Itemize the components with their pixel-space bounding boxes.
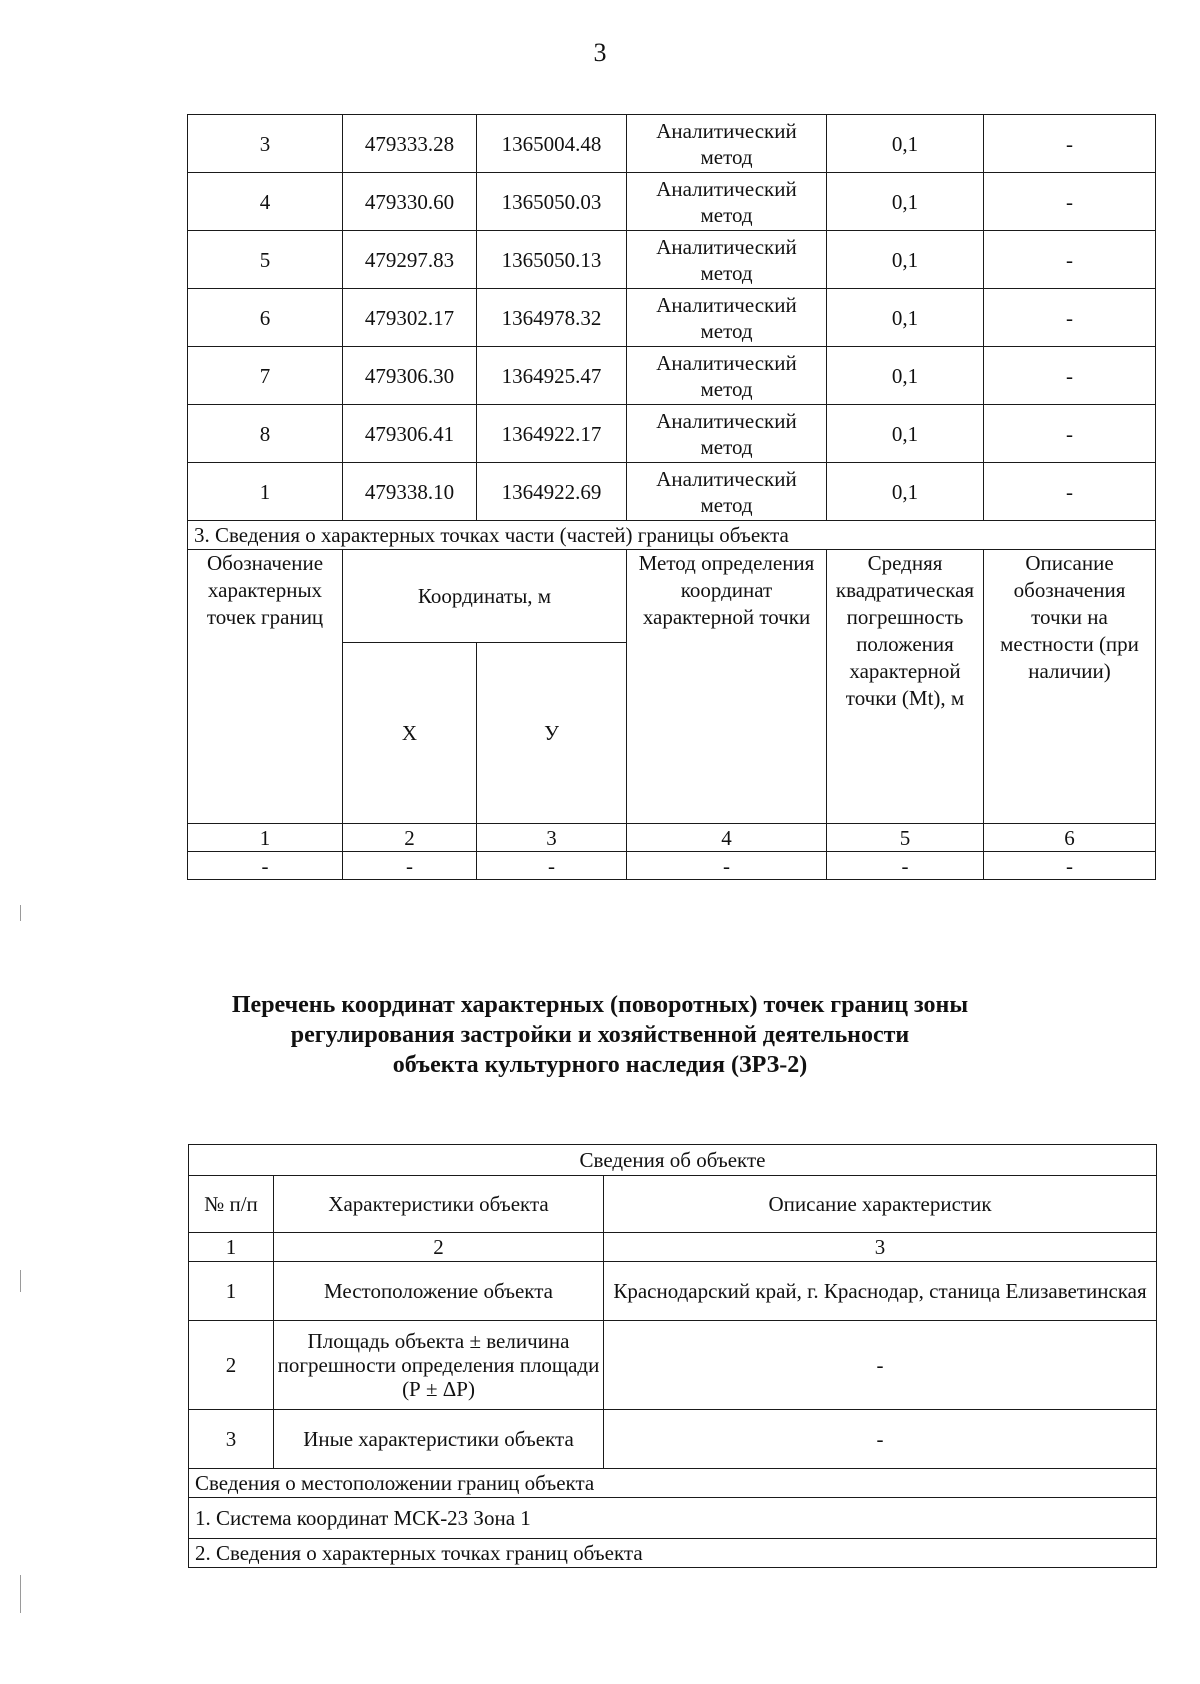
description-cell: - [984,115,1156,173]
column-number: 2 [343,824,477,852]
method-cell: Аналитический метод [627,347,827,405]
column-number: 3 [477,824,627,852]
accuracy-cell: 0,1 [827,347,984,405]
description-cell: - [984,173,1156,231]
coordinate-y: 1364978.32 [477,289,627,347]
header-method: Метод определения координат характерной точки [627,550,827,824]
heading-line: объекта культурного наследия (ЗРЗ-2) [392,1052,808,1078]
empty-cell: - [827,852,984,880]
table-row [188,463,1156,521]
method-cell: Аналитический метод [627,173,827,231]
description-cell: - [604,1321,1157,1410]
section-title-row [189,1498,1157,1539]
coordinate-y: 1364922.17 [477,405,627,463]
header-coordinates: Координаты, м [343,550,627,643]
accuracy-cell: 0,1 [827,231,984,289]
accuracy-cell: 0,1 [827,405,984,463]
coordinate-y: 1365050.03 [477,173,627,231]
section-title-row [188,521,1156,550]
description-cell: Краснодарский край, г. Краснодар, станица Елизаветинская [604,1262,1157,1321]
header-description: Описание обозначения точки на местности (при наличии) [984,550,1156,824]
point-number: 4 [188,173,343,231]
table-row [188,852,1156,880]
section-3-title: 3. Сведения о характерных точках части (частей) границы объекта [188,521,1156,550]
method-cell: Аналитический метод [627,115,827,173]
column-number: 1 [188,824,343,852]
point-number: 7 [188,347,343,405]
method-cell: Аналитический метод [627,463,827,521]
column-number: 3 [604,1233,1157,1262]
characteristic-cell: Площадь объекта ± величина погрешности определения площади (Р ± ΔР) [274,1321,604,1410]
coordinate-system: 1. Система координат МСК-23 Зона 1 [189,1498,1157,1539]
point-number: 3 [188,115,343,173]
coordinates-table [187,114,1156,880]
empty-cell: - [627,852,827,880]
characteristic-cell: Местоположение объекта [274,1262,604,1321]
table-row [189,1410,1157,1469]
heading-line: Перечень координат характерных (поворотных) точек границ зоны [231,992,969,1018]
header-point-designation: Обозначение характерных точек границ [188,550,343,824]
coordinate-x: 479330.60 [343,173,477,231]
column-number: 6 [984,824,1156,852]
method-cell: Аналитический метод [627,231,827,289]
table-row [188,173,1156,231]
column-number: 1 [189,1233,274,1262]
row-number: 3 [189,1410,274,1469]
point-number: 8 [188,405,343,463]
header-characteristic: Характеристики объекта [274,1176,604,1233]
coordinate-x: 479333.28 [343,115,477,173]
description-cell: - [984,231,1156,289]
coordinate-y: 1364922.69 [477,463,627,521]
empty-cell: - [343,852,477,880]
header-accuracy: Средняя квадратическая погрешность положения характерной точки (Mt), м [827,550,984,824]
row-number: 1 [189,1262,274,1321]
row-number: 2 [189,1321,274,1410]
table-title-row [189,1145,1157,1176]
table-row [189,1321,1157,1410]
table-row [188,289,1156,347]
coordinate-y: 1365050.13 [477,231,627,289]
column-number: 4 [627,824,827,852]
table-row [189,1262,1157,1321]
table-row [188,405,1156,463]
coordinate-y: 1365004.48 [477,115,627,173]
empty-cell: - [477,852,627,880]
coordinate-y: 1364925.47 [477,347,627,405]
table-row [188,347,1156,405]
point-number: 1 [188,463,343,521]
description-cell: - [984,463,1156,521]
object-table-title: Сведения об объекте [189,1145,1157,1176]
page-number: 3 [593,38,607,67]
accuracy-cell: 0,1 [827,115,984,173]
accuracy-cell: 0,1 [827,289,984,347]
header-y: У [477,643,627,824]
column-number-row [189,1233,1157,1262]
section-title-row [189,1539,1157,1568]
points-title: 2. Сведения о характерных точках границ объекта [189,1539,1157,1568]
coordinate-x: 479306.30 [343,347,477,405]
description-cell: - [984,347,1156,405]
scan-artifact-line [20,1270,21,1292]
point-number: 5 [188,231,343,289]
coordinate-x: 479338.10 [343,463,477,521]
scan-artifact-line [20,905,21,921]
header-description: Описание характеристик [604,1176,1157,1233]
accuracy-cell: 0,1 [827,173,984,231]
header-x: Х [343,643,477,824]
section-heading [0,990,1200,1080]
characteristic-cell: Иные характеристики объекта [274,1410,604,1469]
location-title: Сведения о местоположении границ объекта [189,1469,1157,1498]
table-row [188,231,1156,289]
accuracy-cell: 0,1 [827,463,984,521]
object-info-table [188,1144,1157,1568]
heading-line: регулирования застройки и хозяйственной деятельности [290,1022,910,1048]
column-number: 2 [274,1233,604,1262]
column-number-row [188,824,1156,852]
coordinate-x: 479297.83 [343,231,477,289]
header-number: № п/п [189,1176,274,1233]
method-cell: Аналитический метод [627,405,827,463]
description-cell: - [984,405,1156,463]
table-header-row [188,550,1156,643]
coordinate-x: 479302.17 [343,289,477,347]
coordinate-x: 479306.41 [343,405,477,463]
method-cell: Аналитический метод [627,289,827,347]
description-cell: - [984,289,1156,347]
column-number: 5 [827,824,984,852]
empty-cell: - [984,852,1156,880]
table-row [188,115,1156,173]
section-title-row [189,1469,1157,1498]
scan-artifact-line [20,1575,21,1613]
description-cell: - [604,1410,1157,1469]
point-number: 6 [188,289,343,347]
table-header-row [189,1176,1157,1233]
empty-cell: - [188,852,343,880]
